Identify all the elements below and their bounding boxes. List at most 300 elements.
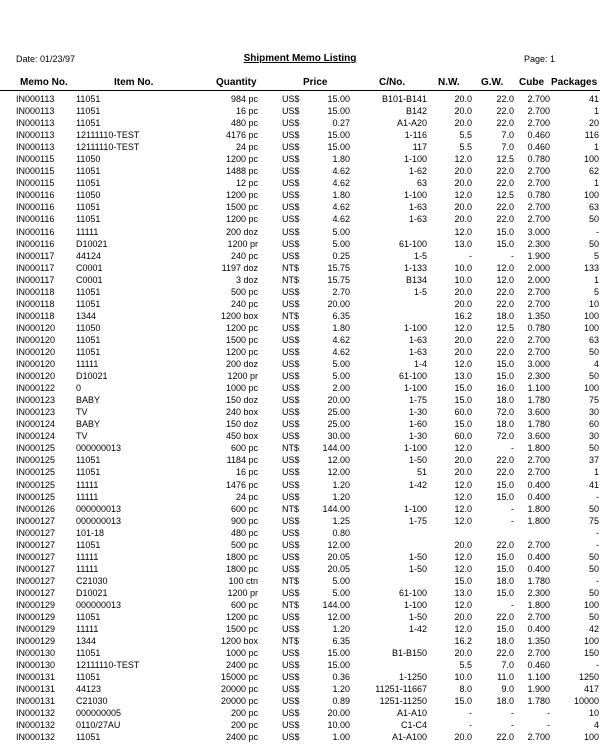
packages-cell: 50 <box>588 346 599 357</box>
c-no-cell: B101-B141 <box>381 94 427 104</box>
nw-cell: 60.0 <box>454 407 472 418</box>
nw-cell: 20.0 <box>454 214 472 225</box>
memo-no-cell: IN000126 <box>16 503 56 514</box>
memo-no-cell: IN000129 <box>16 624 56 635</box>
c-no-cell: 1-100 <box>403 383 427 394</box>
packages-cell: 150 <box>583 648 599 659</box>
memo-no-cell: IN000131 <box>16 696 56 707</box>
price-cell: 20.00 <box>327 708 350 719</box>
quantity-cell: 24 pc <box>235 142 258 153</box>
price-cell: 5.00 <box>332 226 350 237</box>
nw-cell: 12.0 <box>454 359 472 370</box>
price-cell: 4.62 <box>332 334 350 345</box>
packages-cell: 1 <box>593 274 599 285</box>
cube-cell: - <box>547 708 550 719</box>
cube-cell: 2.700 <box>527 648 550 659</box>
table-row <box>0 129 600 141</box>
packages-cell: 42 <box>588 624 599 635</box>
memo-no-cell: IN000124 <box>16 419 56 430</box>
price-cell: 1.20 <box>332 624 350 635</box>
cube-cell: 2.700 <box>527 214 550 225</box>
memo-no-cell: IN000125 <box>16 467 56 478</box>
c-no-cell: 1-63 <box>408 214 427 225</box>
cube-cell: 2.700 <box>527 334 550 345</box>
table-row <box>0 358 600 370</box>
nw-cell: 20.0 <box>454 334 472 345</box>
item-no-cell: 0 <box>76 383 82 394</box>
nw-cell: 13.0 <box>454 371 472 382</box>
packages-cell: 100 <box>583 154 599 165</box>
c-no-cell: 63 <box>416 178 427 189</box>
c-no-cell: 1-100 <box>403 322 427 333</box>
nw-cell: 20.0 <box>454 106 472 117</box>
gw-cell: 22.0 <box>496 298 514 309</box>
currency-cell: US$ <box>282 612 300 623</box>
memo-no-cell: IN000125 <box>16 443 56 454</box>
currency-cell: US$ <box>282 527 300 538</box>
gw-cell: 22.0 <box>496 94 514 104</box>
memo-no-cell: IN000122 <box>16 383 56 394</box>
quantity-cell: 1200 pc <box>225 346 258 357</box>
price-cell: 1.25 <box>332 515 350 526</box>
c-no-cell: 1-50 <box>408 455 427 466</box>
table-row <box>0 298 600 310</box>
item-no-cell: 11111 <box>76 359 99 370</box>
quantity-cell: 1200 box <box>220 636 258 647</box>
price-cell: 5.00 <box>332 238 350 249</box>
item-no-cell: 000000005 <box>76 708 122 719</box>
gw-cell: 22.0 <box>496 178 514 189</box>
quantity-cell: 1800 pc <box>225 563 258 574</box>
c-no-cell: 1-5 <box>413 286 427 297</box>
quantity-cell: 1000 pc <box>225 383 258 394</box>
gw-cell: 22.0 <box>496 214 514 225</box>
cube-cell: 1.780 <box>527 575 550 586</box>
gw-cell: 22.0 <box>496 202 514 213</box>
item-no-cell: 0110/27AU <box>76 720 121 731</box>
packages-cell: 1 <box>593 467 599 478</box>
cube-cell: 0.400 <box>527 479 550 490</box>
item-no-cell: 11051 <box>76 118 101 129</box>
price-cell: 6.35 <box>332 636 350 647</box>
price-cell: 20.00 <box>327 298 350 309</box>
cube-cell: 0.400 <box>527 563 550 574</box>
packages-cell: - <box>596 491 599 502</box>
table-row <box>0 647 600 659</box>
currency-cell: US$ <box>282 214 300 225</box>
quantity-cell: 1200 pc <box>225 190 258 201</box>
cube-cell: 3.000 <box>527 226 550 237</box>
memo-no-cell: IN000115 <box>16 166 55 177</box>
item-no-cell: 11051 <box>76 732 101 743</box>
currency-cell: US$ <box>282 672 300 683</box>
cube-cell: 2.000 <box>527 262 550 273</box>
memo-no-cell: IN000118 <box>16 310 55 321</box>
item-no-cell: 11111 <box>76 563 99 574</box>
cube-cell: - <box>547 720 550 731</box>
cube-cell: 1.800 <box>527 599 550 610</box>
nw-cell: 5.5 <box>459 142 472 153</box>
report-title: Shipment Memo Listing <box>243 53 357 64</box>
item-no-cell: D10021 <box>76 371 108 382</box>
gw-cell: 12.5 <box>496 190 514 201</box>
memo-no-cell: IN000129 <box>16 599 56 610</box>
item-no-cell: TV <box>76 431 88 442</box>
table-row <box>0 695 600 707</box>
packages-cell: 116 <box>584 130 599 141</box>
packages-cell: 100 <box>583 310 599 321</box>
gw-cell: - <box>511 515 514 526</box>
currency-cell: NT$ <box>282 274 300 285</box>
nw-cell: 12.0 <box>454 551 472 562</box>
packages-cell: 1 <box>593 106 599 117</box>
nw-cell: 10.0 <box>454 672 472 683</box>
packages-cell: 30 <box>588 431 599 442</box>
nw-cell: 20.0 <box>454 732 472 743</box>
quantity-cell: 15000 pc <box>220 672 258 683</box>
gw-cell: 15.0 <box>496 551 514 562</box>
quantity-cell: 1500 pc <box>225 202 258 213</box>
packages-cell: 63 <box>588 334 599 345</box>
nw-cell: 12.0 <box>454 322 472 333</box>
item-no-cell: C0001 <box>76 262 103 273</box>
price-cell: 144.00 <box>322 599 350 610</box>
item-no-cell: 12111110-TEST <box>76 130 140 141</box>
c-no-cell: 1-63 <box>408 346 427 357</box>
cube-cell: 2.300 <box>527 371 550 382</box>
quantity-cell: 24 pc <box>235 491 258 502</box>
table-row <box>0 599 600 611</box>
nw-cell: 20.0 <box>454 455 472 466</box>
c-no-cell: A1-A20 <box>396 118 427 129</box>
memo-no-cell: IN000127 <box>16 527 56 538</box>
currency-cell: US$ <box>282 250 300 261</box>
currency-cell: US$ <box>282 298 300 309</box>
price-cell: 4.62 <box>332 202 350 213</box>
table-row <box>0 731 600 743</box>
nw-cell: 15.0 <box>454 395 472 406</box>
currency-cell: US$ <box>282 515 300 526</box>
item-no-cell: 11051 <box>76 298 101 309</box>
currency-cell: US$ <box>282 455 300 466</box>
nw-cell: - <box>469 720 472 731</box>
price-cell: 25.00 <box>327 419 350 430</box>
c-no-cell: 61-100 <box>398 238 427 249</box>
quantity-cell: 1200 pc <box>225 612 258 623</box>
currency-cell: US$ <box>282 708 300 719</box>
cube-cell: 1.780 <box>527 395 550 406</box>
packages-cell: 50 <box>588 563 599 574</box>
table-row <box>0 382 600 394</box>
nw-cell: 12.0 <box>454 515 472 526</box>
memo-no-cell: IN000116 <box>16 190 55 201</box>
table-row <box>0 671 600 683</box>
table-row <box>0 442 600 454</box>
nw-cell: 20.0 <box>454 612 472 623</box>
table-row <box>0 587 600 599</box>
memo-no-cell: IN000132 <box>16 708 56 719</box>
gw-cell: 12.5 <box>496 322 514 333</box>
gw-cell: 22.0 <box>496 118 514 129</box>
packages-cell: 50 <box>588 612 599 623</box>
c-no-cell: 1-63 <box>408 334 427 345</box>
currency-cell: US$ <box>282 720 300 731</box>
memo-no-cell: IN000117 <box>16 250 55 261</box>
item-no-cell: 44124 <box>76 250 102 261</box>
table-row <box>0 370 600 382</box>
cube-cell: 1.350 <box>527 310 550 321</box>
nw-cell: 10.0 <box>454 262 472 273</box>
cube-cell: 3.600 <box>527 431 550 442</box>
header-rule <box>0 90 600 91</box>
memo-no-cell: IN000125 <box>16 491 56 502</box>
quantity-cell: 20000 pc <box>220 684 258 695</box>
currency-cell: US$ <box>282 467 300 478</box>
memo-no-cell: IN000130 <box>16 660 56 671</box>
c-no-cell: 1-100 <box>403 443 427 454</box>
quantity-cell: 1800 pc <box>225 551 258 562</box>
item-no-cell: 11051 <box>76 94 101 104</box>
currency-cell: US$ <box>282 94 300 104</box>
packages-cell: - <box>596 527 599 538</box>
price-cell: 20.05 <box>327 563 350 574</box>
nw-cell: 12.0 <box>454 190 472 201</box>
cube-cell: 2.700 <box>527 94 550 104</box>
quantity-cell: 1200 pr <box>227 238 258 249</box>
item-no-cell: 12111110-TEST <box>76 142 140 153</box>
packages-cell: 1 <box>593 178 599 189</box>
quantity-cell: 240 pc <box>230 250 258 261</box>
currency-cell: US$ <box>282 407 300 418</box>
gw-cell: 15.0 <box>496 624 514 635</box>
price-cell: 0.36 <box>332 672 350 683</box>
quantity-cell: 2400 pc <box>225 660 258 671</box>
item-no-cell: 000000013 <box>76 503 122 514</box>
cube-cell: 3.600 <box>527 407 550 418</box>
currency-cell: US$ <box>282 106 300 117</box>
cube-cell: 1.800 <box>527 503 550 514</box>
price-cell: 25.00 <box>327 407 350 418</box>
nw-cell: 16.2 <box>454 636 472 647</box>
currency-cell: US$ <box>282 431 300 442</box>
memo-no-cell: IN000116 <box>16 202 55 213</box>
table-row <box>0 611 600 623</box>
currency-cell: US$ <box>282 118 300 129</box>
c-no-cell: B1-B150 <box>391 648 427 659</box>
item-no-cell: 000000013 <box>76 443 122 454</box>
price-cell: 10.00 <box>327 720 350 731</box>
packages-cell: 10 <box>588 298 599 309</box>
cube-cell: 2.300 <box>527 238 550 249</box>
item-no-cell: 000000013 <box>76 515 122 526</box>
packages-cell: 10 <box>588 708 599 719</box>
packages-cell: 50 <box>588 551 599 562</box>
table-row <box>0 503 600 515</box>
nw-cell: 20.0 <box>454 539 472 550</box>
gw-cell: 15.0 <box>496 371 514 382</box>
quantity-cell: 1200 pc <box>225 214 258 225</box>
item-no-cell: 11051 <box>76 214 101 225</box>
nw-cell: 20.0 <box>454 118 472 129</box>
header-c-no: C/No. <box>379 77 406 88</box>
table-row <box>0 117 600 129</box>
item-no-cell: 11051 <box>76 672 101 683</box>
quantity-cell: 150 doz <box>225 419 258 430</box>
packages-cell: 20 <box>588 118 599 129</box>
item-no-cell: 11111 <box>76 624 99 635</box>
gw-cell: 22.0 <box>496 612 514 623</box>
table-row <box>0 250 600 262</box>
memo-no-cell: IN000118 <box>16 286 55 297</box>
price-cell: 4.62 <box>332 214 350 225</box>
table-row <box>0 575 600 587</box>
quantity-cell: 20000 pc <box>220 696 258 707</box>
price-cell: 1.20 <box>332 479 350 490</box>
currency-cell: US$ <box>282 371 300 382</box>
item-no-cell: 11111 <box>76 491 99 502</box>
price-cell: 2.70 <box>332 286 350 297</box>
cube-cell: 0.460 <box>527 130 550 141</box>
c-no-cell: A1-A100 <box>391 732 427 743</box>
price-cell: 6.35 <box>332 310 350 321</box>
table-row <box>0 491 600 503</box>
header-packages: Packages <box>551 77 598 88</box>
table-row <box>0 310 600 322</box>
memo-no-cell: IN000125 <box>16 455 56 466</box>
table-row <box>0 286 600 298</box>
table-row <box>0 189 600 201</box>
nw-cell: 12.0 <box>454 624 472 635</box>
item-no-cell: 000000013 <box>76 599 122 610</box>
packages-cell: 75 <box>588 395 599 406</box>
packages-cell: 5 <box>593 286 599 297</box>
gw-cell: 22.0 <box>496 455 514 466</box>
nw-cell: - <box>469 250 472 261</box>
c-no-cell: 1-1250 <box>398 672 427 683</box>
nw-cell: 12.0 <box>454 226 472 237</box>
cube-cell: 2.700 <box>527 286 550 297</box>
price-cell: 1.80 <box>332 190 350 201</box>
quantity-cell: 1184 pc <box>226 455 258 466</box>
cube-cell: 0.460 <box>527 660 550 671</box>
price-cell: 1.00 <box>332 732 350 743</box>
quantity-cell: 3 doz <box>235 274 258 285</box>
cube-cell: 2.700 <box>527 106 550 117</box>
price-cell: 1.20 <box>332 684 350 695</box>
gw-cell: 22.0 <box>496 166 514 177</box>
price-cell: 20.00 <box>327 395 350 406</box>
currency-cell: US$ <box>282 539 300 550</box>
header-nw: N.W. <box>438 77 460 88</box>
price-cell: 12.00 <box>327 455 350 466</box>
nw-cell: 60.0 <box>454 431 472 442</box>
currency-cell: US$ <box>282 491 300 502</box>
quantity-cell: 200 doz <box>225 226 258 237</box>
cube-cell: 1.780 <box>527 696 550 707</box>
gw-cell: 18.0 <box>496 395 514 406</box>
nw-cell: 15.0 <box>454 419 472 430</box>
gw-cell: 11.0 <box>497 672 514 683</box>
packages-cell: 100 <box>583 599 599 610</box>
price-cell: 12.00 <box>327 612 350 623</box>
cube-cell: 2.000 <box>527 274 550 285</box>
nw-cell: 20.0 <box>454 298 472 309</box>
memo-table <box>0 93 600 744</box>
nw-cell: - <box>469 708 472 719</box>
table-row <box>0 623 600 635</box>
currency-cell: US$ <box>282 154 300 165</box>
memo-no-cell: IN000127 <box>16 551 56 562</box>
table-row <box>0 527 600 539</box>
cube-cell: 2.700 <box>527 298 550 309</box>
price-cell: 12.00 <box>327 467 350 478</box>
nw-cell: 10.0 <box>454 274 472 285</box>
header-gw: G.W. <box>481 77 504 88</box>
item-no-cell: BABY <box>76 395 101 406</box>
currency-cell: US$ <box>282 419 300 430</box>
quantity-cell: 4176 pc <box>225 130 258 141</box>
gw-cell: - <box>511 443 514 454</box>
currency-cell: US$ <box>282 732 300 743</box>
memo-no-cell: IN000120 <box>16 371 56 382</box>
memo-no-cell: IN000125 <box>16 479 56 490</box>
cube-cell: 0.400 <box>527 624 550 635</box>
c-no-cell: 61-100 <box>398 371 427 382</box>
currency-cell: NT$ <box>282 636 300 647</box>
packages-cell: - <box>596 575 599 586</box>
memo-no-cell: IN000127 <box>16 539 56 550</box>
memo-no-cell: IN000113 <box>16 106 55 117</box>
memo-no-cell: IN000120 <box>16 334 56 345</box>
gw-cell: - <box>511 503 514 514</box>
c-no-cell: 1-133 <box>403 262 427 273</box>
memo-no-cell: IN000115 <box>16 154 55 165</box>
quantity-cell: 1500 pc <box>225 624 258 635</box>
currency-cell: US$ <box>282 660 300 671</box>
packages-cell: - <box>596 660 599 671</box>
packages-cell: 100 <box>583 636 599 647</box>
quantity-cell: 1197 doz <box>221 262 258 273</box>
currency-cell: US$ <box>282 551 300 562</box>
item-no-cell: 11111 <box>76 479 99 490</box>
packages-cell: 50 <box>588 371 599 382</box>
page-number: Page: 1 <box>524 54 556 64</box>
quantity-cell: 1500 pc <box>225 334 258 345</box>
memo-no-cell: IN000115 <box>16 178 55 189</box>
quantity-cell: 600 pc <box>230 443 258 454</box>
report-date: Date: 01/23/97 <box>16 54 76 64</box>
c-no-cell: 1-100 <box>403 190 427 201</box>
currency-cell: US$ <box>282 648 300 659</box>
nw-cell: 13.0 <box>454 238 472 249</box>
quantity-cell: 984 pc <box>230 94 258 104</box>
quantity-cell: 1200 pr <box>227 371 258 382</box>
price-cell: 5.00 <box>332 359 350 370</box>
packages-cell: 50 <box>588 503 599 514</box>
cube-cell: 2.700 <box>527 467 550 478</box>
gw-cell: - <box>511 708 514 719</box>
price-cell: 0.25 <box>332 250 350 261</box>
currency-cell: US$ <box>282 166 300 177</box>
item-no-cell: 11051 <box>76 178 101 189</box>
c-no-cell: 1-100 <box>403 503 427 514</box>
gw-cell: - <box>511 250 514 261</box>
currency-cell: NT$ <box>282 503 300 514</box>
currency-cell: NT$ <box>282 443 300 454</box>
quantity-cell: 200 doz <box>225 359 258 370</box>
gw-cell: 18.0 <box>496 696 514 707</box>
gw-cell: 22.0 <box>496 648 514 659</box>
